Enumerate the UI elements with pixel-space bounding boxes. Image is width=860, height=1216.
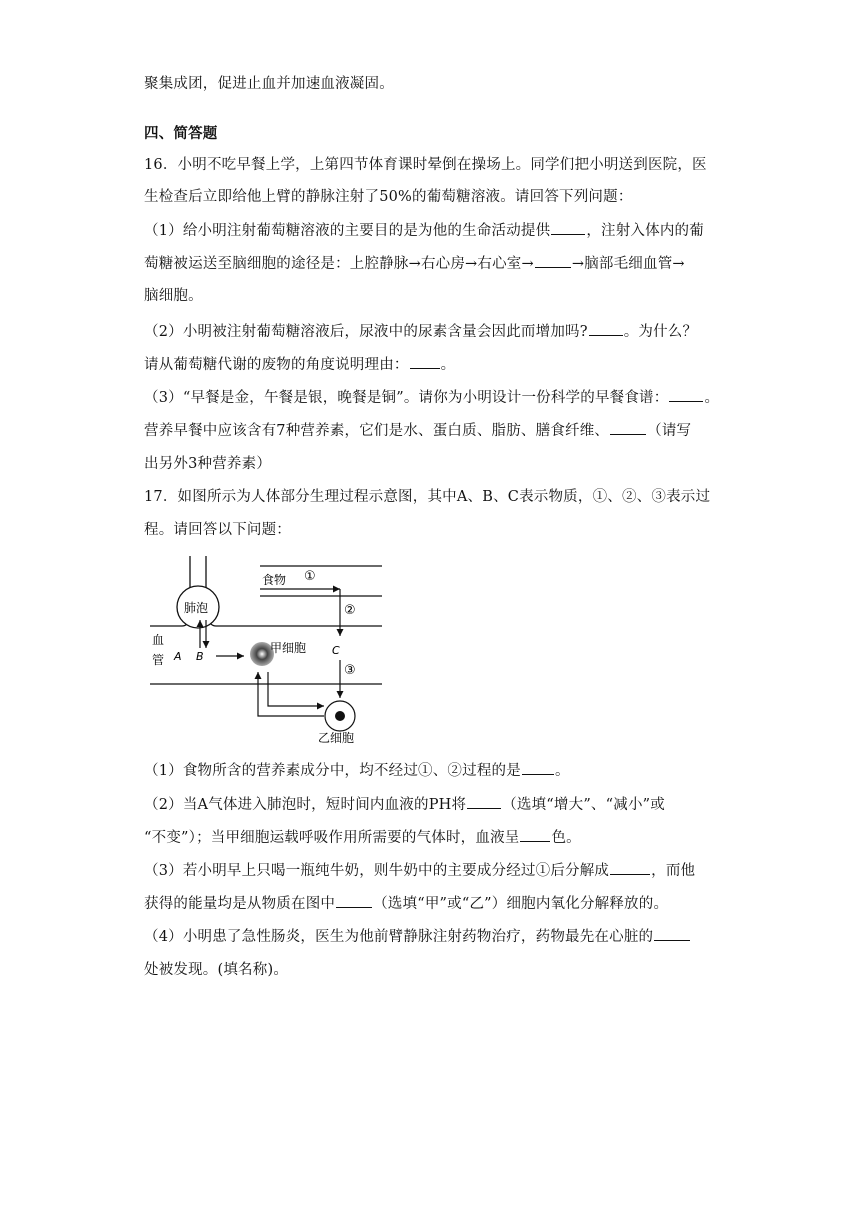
text-segment: 生检查后立即给他上臂的静脉注射了50%的葡萄糖溶液。请回答下列问题： xyxy=(144,189,633,205)
text-line xyxy=(144,286,203,306)
answer-blank[interactable] xyxy=(522,760,554,775)
section-heading xyxy=(144,124,218,144)
text-segment: 处被发现。(填名称)。 xyxy=(144,962,289,978)
answer-blank[interactable] xyxy=(410,354,440,369)
text-line xyxy=(144,487,710,507)
text-line xyxy=(144,220,704,241)
text-segment: →脑部毛细血管→ xyxy=(571,256,685,272)
text-segment: ，而他 xyxy=(651,863,696,879)
text-segment: 。 xyxy=(440,357,456,373)
answer-blank[interactable] xyxy=(535,253,571,268)
step3-label: ③ xyxy=(344,663,356,678)
text-segment: 出另外3种营养素） xyxy=(144,456,272,472)
text-segment: 聚集成团，促进止血并加速血液凝固。 xyxy=(144,76,394,92)
text-line xyxy=(144,187,633,207)
text-segment: 17．如图所示为人体部分生理过程示意图，其中A、B、C表示物质，①、②、③表示过 xyxy=(144,489,711,505)
text-line xyxy=(144,860,695,881)
text-segment: （1）食物所含的营养素成分中，均不经过①、②过程的是 xyxy=(144,763,521,779)
text-segment: （选填“甲”或“乙”）细胞内氧化分解释放的。 xyxy=(373,896,669,912)
text-segment: ，注射入体内的葡 xyxy=(586,223,704,239)
text-segment: 请从葡萄糖代谢的废物的角度说明理由： xyxy=(144,357,409,373)
answer-blank[interactable] xyxy=(669,387,703,402)
answer-blank[interactable] xyxy=(336,893,372,908)
text-line xyxy=(144,827,581,848)
text-line xyxy=(144,354,455,375)
text-segment: （1）给小明注射葡萄糖溶液的主要目的是为他的生命活动提供 xyxy=(144,223,551,239)
text-segment: 萄糖被运送至脑细胞的途径是：上腔静脉→右心房→右心室→ xyxy=(144,256,534,272)
label-a: A xyxy=(174,650,182,663)
physiology-diagram xyxy=(144,556,384,746)
text-line xyxy=(144,454,271,474)
vessel-label-1: 血 xyxy=(152,633,165,647)
text-segment: 程。请回答以下问题： xyxy=(144,522,291,538)
text-segment: 。 xyxy=(704,390,720,406)
text-segment: 脑细胞。 xyxy=(144,288,203,304)
answer-blank[interactable] xyxy=(520,827,550,842)
text-segment: 16．小明不吃早餐上学，上第四节体育课时晕倒在操场上。同学们把小明送到医院，医 xyxy=(144,157,707,173)
food-label: 食物 xyxy=(262,573,287,587)
text-segment: （4）小明患了急性肠炎，医生为他前臂静脉注射药物治疗，药物最先在心脏的 xyxy=(144,929,654,945)
step2-label: ② xyxy=(344,603,356,618)
answer-blank[interactable] xyxy=(610,860,650,875)
text-segment: 色。 xyxy=(551,830,581,846)
text-segment: （2）小明被注射葡萄糖溶液后，尿液中的尿素含量会因此而增加吗? xyxy=(144,324,588,340)
answer-blank[interactable] xyxy=(467,794,501,809)
alveolus-label: 肺泡 xyxy=(184,601,209,615)
text-line xyxy=(144,74,394,94)
label-c: C xyxy=(332,644,340,657)
text-line xyxy=(144,321,697,342)
answer-blank[interactable] xyxy=(589,321,623,336)
answer-blank[interactable] xyxy=(610,420,646,435)
cell-yi-nucleus xyxy=(335,711,345,721)
step1-label: ① xyxy=(304,569,316,584)
text-line xyxy=(144,926,691,947)
text-line xyxy=(144,960,288,980)
text-segment: 获得的能量均是从物质在图中 xyxy=(144,896,336,912)
text-line xyxy=(144,520,291,540)
text-line xyxy=(144,387,719,408)
answer-blank[interactable] xyxy=(551,220,585,235)
text-segment: 。为什么？ xyxy=(623,324,698,340)
cell-yi-label: 乙细胞 xyxy=(318,731,355,745)
text-segment: （2）当A气体进入肺泡时，短时间内血液的PH将 xyxy=(144,797,467,813)
text-line xyxy=(144,253,685,274)
text-line xyxy=(144,893,668,914)
text-segment: （请写 xyxy=(647,423,692,439)
text-segment: （3）“早餐是金，午餐是银，晚餐是铜”。请你为小明设计一份科学的早餐食谱： xyxy=(144,390,669,406)
text-line xyxy=(144,155,707,175)
answer-blank[interactable] xyxy=(654,926,690,941)
text-line xyxy=(144,794,665,815)
text-line xyxy=(144,420,691,441)
text-segment: （选填“增大”、“减小”或 xyxy=(502,797,665,813)
label-b: B xyxy=(196,650,204,663)
text-segment: 四、简答题 xyxy=(144,126,218,142)
text-segment: （3）若小明早上只喝一瓶纯牛奶，则牛奶中的主要成分经过①后分解成 xyxy=(144,863,610,879)
cell-jia-label: 甲细胞 xyxy=(270,641,307,655)
text-segment: 营养早餐中应该含有7种营养素，它们是水、蛋白质、脂肪、膳食纤维、 xyxy=(144,423,610,439)
text-segment: “不变”）；当甲细胞运载呼吸作用所需要的气体时，血液呈 xyxy=(144,830,520,846)
text-line xyxy=(144,760,570,781)
arrow-jia-to-yi xyxy=(268,672,324,706)
vessel-label-2: 管 xyxy=(152,653,165,667)
text-segment: 。 xyxy=(554,763,570,779)
